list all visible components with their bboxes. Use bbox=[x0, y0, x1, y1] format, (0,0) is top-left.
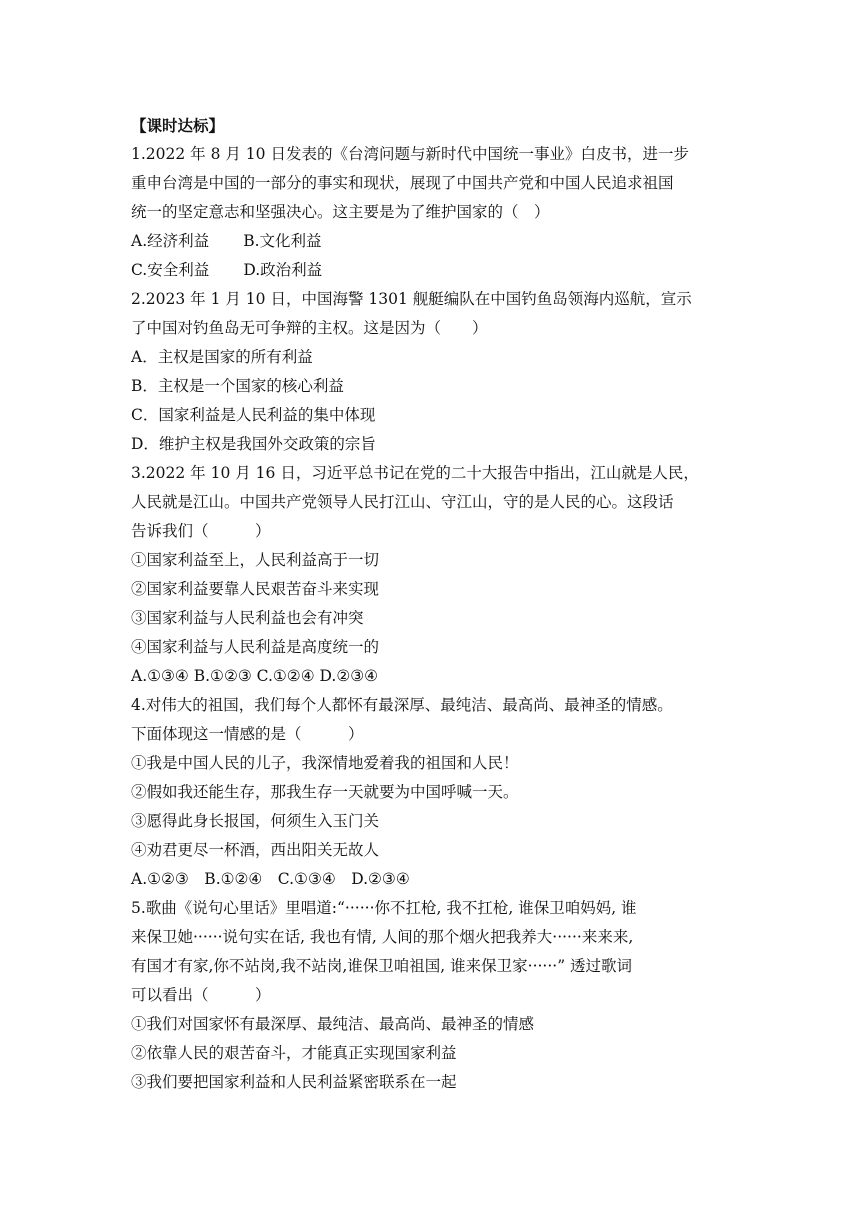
question-5-stem-line: 有国才有家,你不站岗,我不站岗,谁保卫咱祖国, 谁来保卫家······” 透过歌词 bbox=[131, 957, 633, 975]
question-2-option-c: C．国家利益是人民利益的集中体现 bbox=[131, 406, 376, 424]
question-5-stem-line: 来保卫她······说句实在话, 我也有情, 人间的那个烟火把我养大······来来来, bbox=[131, 928, 634, 946]
question-1-stem-line: 统一的坚定意志和坚强决心。这主要是为了维护国家的（ ） bbox=[131, 203, 550, 221]
question-3-stem-line: 3.2022 年 10 月 16 日，习近平总书记在党的二十大报告中指出，江山就是人民， bbox=[131, 464, 699, 482]
question-2-option-d: D．维护主权是我国外交政策的宗旨 bbox=[131, 435, 376, 453]
question-5-item-3: ③我们要把国家利益和人民利益紧密联系在一起 bbox=[131, 1073, 457, 1091]
question-4-item-4: ④劝君更尽一杯酒，西出阳关无故人 bbox=[131, 841, 380, 859]
question-2-option-b: B．主权是一个国家的核心利益 bbox=[131, 377, 344, 395]
question-3-item-2: ②国家利益要靠人民艰苦奋斗来实现 bbox=[131, 580, 380, 598]
question-1 bbox=[131, 140, 736, 285]
question-1-stem-line: 1.2022 年 8 月 10 日发表的《台湾问题与新时代中国统一事业》白皮书，进一步 bbox=[131, 145, 689, 163]
question-1-option-c: C.安全利益 bbox=[131, 261, 210, 279]
question-1-option-b: B.文化利益 bbox=[243, 232, 322, 250]
question-5-item-2: ②依靠人民的艰苦奋斗，才能真正实现国家利益 bbox=[131, 1044, 457, 1062]
question-4 bbox=[131, 691, 736, 894]
question-2-option-a: A．主权是国家的所有利益 bbox=[131, 348, 313, 366]
document-body bbox=[131, 111, 736, 1097]
question-4-item-2: ②假如我还能生存，那我生存一天就要为中国呼喊一天。 bbox=[131, 783, 519, 801]
question-4-choices: A.①②③ B.①②④ C.①③④ D.②③④ bbox=[131, 870, 410, 888]
question-5 bbox=[131, 894, 736, 1097]
question-2 bbox=[131, 285, 736, 459]
question-1-stem-line: 重申台湾是中国的一部分的事实和现状，展现了中国共产党和中国人民追求祖国 bbox=[131, 174, 674, 192]
question-3-item-1: ①国家利益至上，人民利益高于一切 bbox=[131, 551, 380, 569]
question-5-item-1: ①我们对国家怀有最深厚、最纯洁、最高尚、最神圣的情感 bbox=[131, 1015, 535, 1033]
question-5-stem-line: 可以看出（ ） bbox=[131, 986, 271, 1004]
question-4-item-1: ①我是中国人民的儿子，我深情地爱着我的祖国和人民！ bbox=[131, 754, 519, 772]
question-3 bbox=[131, 459, 736, 691]
question-3-choices: A.①③④ B.①②③ C.①②④ D.②③④ bbox=[131, 667, 379, 685]
question-3-item-4: ④国家利益与人民利益是高度统一的 bbox=[131, 638, 380, 656]
question-4-item-3: ③愿得此身长报国，何须生入玉门关 bbox=[131, 812, 380, 830]
question-4-stem-line: 4.对伟大的祖国，我们每个人都怀有最深厚、最纯洁、最高尚、最神圣的情感。 bbox=[131, 696, 673, 714]
question-1-option-a: A.经济利益 bbox=[131, 232, 210, 250]
question-3-stem-line: 告诉我们（ ） bbox=[131, 522, 271, 540]
question-5-stem-line: 5.歌曲《说句心里话》里唱道:“······你不扛枪, 我不扛枪, 谁保卫咱妈妈, 谁 bbox=[131, 899, 637, 917]
question-1-options-row bbox=[131, 256, 736, 285]
question-1-options-row bbox=[131, 227, 736, 256]
question-1-option-d: D.政治利益 bbox=[243, 261, 323, 279]
question-3-item-3: ③国家利益与人民利益也会有冲突 bbox=[131, 609, 364, 627]
question-2-stem-line: 了中国对钓鱼岛无可争辩的主权。这是因为（ ） bbox=[131, 319, 488, 337]
question-4-stem-line: 下面体现这一情感的是（ ） bbox=[131, 725, 364, 743]
question-2-stem-line: 2.2023 年 1 月 10 日，中国海警 1301 舰艇编队在中国钓鱼岛领海内巡航，宣示 bbox=[131, 290, 692, 308]
section-title: 【课时达标】 bbox=[131, 116, 225, 135]
question-3-stem-line: 人民就是江山。中国共产党领导人民打江山、守江山，守的是人民的心。这段话 bbox=[131, 493, 674, 511]
